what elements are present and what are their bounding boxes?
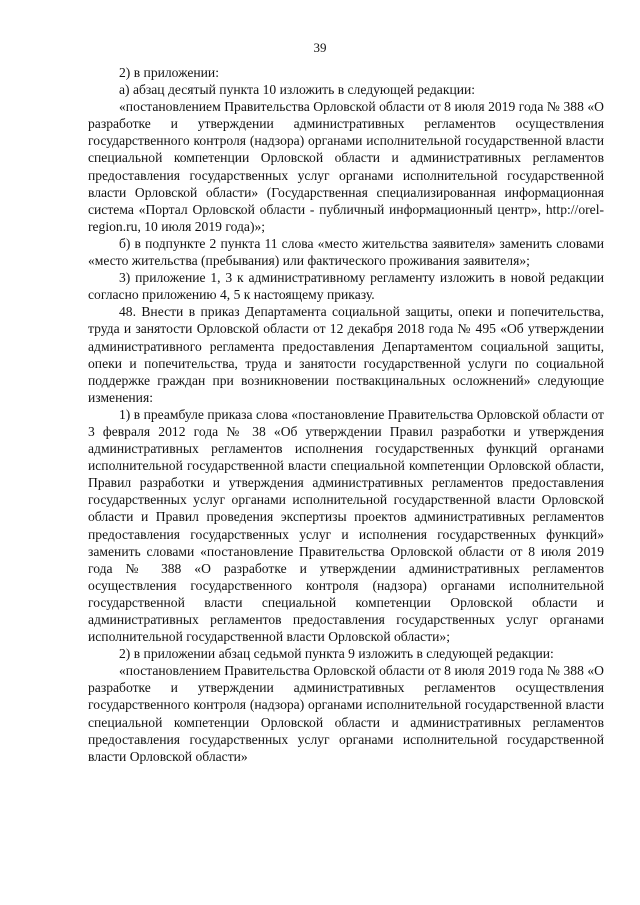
paragraph-appendix-change: 2) в приложении абзац седьмой пункта 9 изложить в следующей редакции: (119, 646, 554, 662)
paragraph-quoted-resolution-1: «постановлением Правительства Орловской области от 8 июля 2019 года № 388 «О разработке и утверждении административных регламентов осуществления государственного контроля (надзора) органами исполнительной государственной власти специальной компетенции Орловской области и административных регламентов предоставления государственных услуг органами исполнительной государственной власти Орловской области» (Государственная специализированная информационная система «Портал Орловской области - публичный информационный центр», http://orel-region.ru, 10 июля 2019 года)»; (88, 99, 604, 234)
document-body (88, 64, 604, 765)
paragraph-quoted-resolution-2: «постановлением Правительства Орловской области от 8 июля 2019 года № 388 «О разработке и утверждении административных регламентов осуществления государственного контроля (надзора) органами исполнительной государственной власти специальной компетенции Орловской области и административных регламентов предоставления государственных услуг органами исполнительной государственной власти Орловской области» (88, 663, 604, 764)
paragraph-subitem-b: б) в подпункте 2 пункта 11 слова «место жительства заявителя» заменить словами «место жительства (пребывания) или фактического проживания заявителя»; (88, 235, 604, 269)
paragraph-subitem-a: а) абзац десятый пункта 10 изложить в следующей редакции: (119, 82, 476, 98)
page-number: 39 (313, 40, 327, 55)
paragraph-item-2-appendix: 2) в приложении: (119, 65, 219, 80)
paragraph-item-3: 3) приложение 1, 3 к административному регламенту изложить в новой редакции согласно приложению 4, 5 к настоящему приказу. (88, 270, 604, 303)
paragraph-item-48: 48. Внести в приказ Департамента социальной защиты, опеки и попечительства, труда и занятости Орловской области от 12 декабря 2018 года № 495 «Об утверждении административного регламента предоставления Департаментом социальной защиты, опеки и попечительства, труда и занятости государственной услуги по социальной поддержке граждан при возникновении поствакцинальных осложнений» следующие изменения: (88, 304, 604, 405)
paragraph-preamble-change: 1) в преамбуле приказа слова «постановление Правительства Орловской области от 3 февраля 2012 года № 38 «Об утверждении Правил разработки и утверждения административных регламентов исполнения государственных функций органами исполнительной государственной власти специальной компетенции Орловской области, Правил разработки и утверждения административных регламентов предоставления государственных услуг органами исполнительной государственной власти Орловской области и Правил проведения экспертизы проектов административных регламентов предоставления государственных услуг и исполнения государственных функций» заменить словами «постановление Правительства Орловской области от 8 июля 2019 года № 388 «О разработке и утверждении административных регламентов осуществления государственного контроля (надзора) органами исполнительной государственной власти специальной компетенции Орловской области и административных регламентов предоставления государственных услуг органами исполнительной государственной власти Орловской области»; (88, 406, 604, 645)
